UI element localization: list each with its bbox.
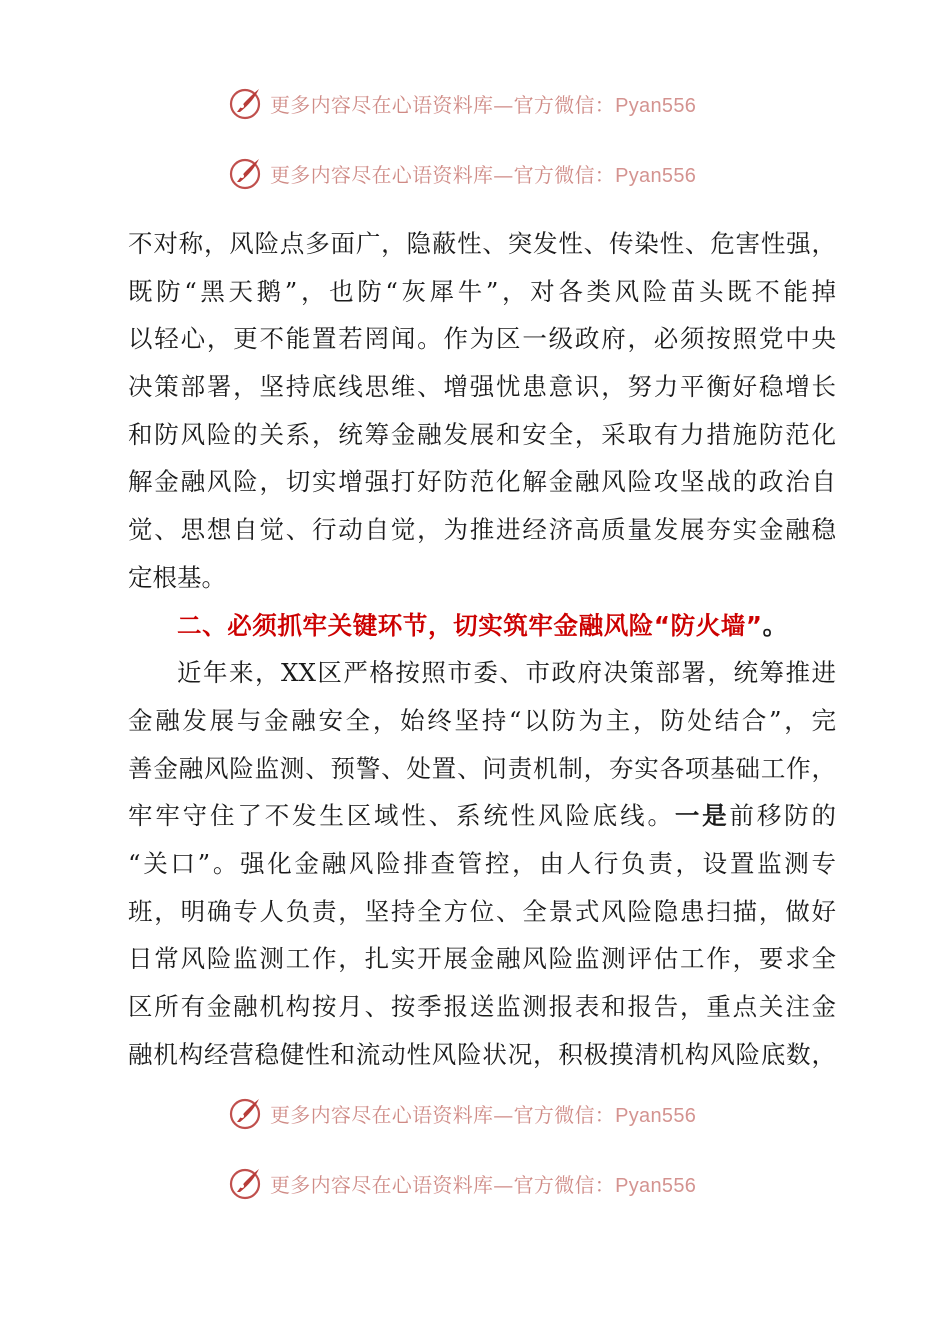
quill-pen-logo-icon (228, 85, 264, 121)
watermark-wechat-id: Pyan556 (615, 94, 697, 117)
watermark-wechat-id: Pyan556 (615, 164, 697, 187)
watermark-wechat-id: Pyan556 (615, 1174, 697, 1197)
paragraph-line: 不对称，风险点多面广，隐蔽性、突发性、传染性、危害性强， (128, 229, 836, 258)
paragraph-line: 班，明确专人负责，坚持全方位、全景式风险隐患扫描，做好 (128, 896, 836, 926)
paragraph-line: 决策部署，坚持底线思维、增强忧患意识，努力平衡好稳增长 (128, 372, 836, 402)
paragraph-line: 日常风险监测工作，扎实开展金融风险监测评估工作，要求全 (128, 944, 836, 974)
paragraph-line: 既防“黑天鹅”，也防“灰犀牛”，对各类风险苗头既不能掉 (128, 276, 836, 306)
paragraph-line: 解金融风险，切实增强打好防范化解金融风险攻坚战的政治自 (128, 467, 836, 497)
quill-pen-logo-icon (228, 1095, 264, 1131)
watermark-text: 更多内容尽在心语资料库—官方微信： (270, 92, 616, 117)
watermark-text: 更多内容尽在心语资料库—官方微信： (270, 1172, 616, 1197)
paragraph-line: 区所有金融机构按月、按季报送监测报表和报告，重点关注金 (128, 992, 836, 1021)
paragraph-line: 和防风险的关系，统筹金融发展和安全，采取有力措施防范化 (128, 419, 836, 449)
watermark-top-2 (228, 153, 696, 193)
paragraph-line: 融机构经营稳健性和流动性风险状况，积极摸清机构风险底数， (128, 1039, 836, 1069)
section-heading-period: 。 (762, 610, 788, 640)
paragraph-line: 定根基。 (128, 562, 226, 592)
watermark-wechat-id: Pyan556 (615, 1104, 697, 1127)
paragraph-text: 牢牢守住了不发生区域性、系统性风险底线。 (128, 801, 675, 831)
quill-pen-logo-icon (228, 1165, 264, 1201)
paragraph-line (128, 792, 836, 840)
emphasis-first-point: 一是 (674, 801, 730, 831)
watermark-text: 更多内容尽在心语资料库—官方微信： (270, 162, 616, 187)
paragraph-line: 金融发展与金融安全，始终坚持“以防为主，防处结合”，完 (128, 705, 836, 735)
paragraph-text: 前移防的 (729, 801, 837, 831)
watermark-bottom-2 (228, 1163, 696, 1203)
watermark-text: 更多内容尽在心语资料库—官方微信： (270, 1102, 616, 1127)
paragraph-line: 以轻心，更不能置若罔闻。作为区一级政府，必须按照党中央 (128, 324, 836, 354)
section-heading-text: 二、必须抓牢关键环节，切实筑牢金融风险“防火墙” (177, 610, 763, 640)
paragraph-line: 近年来，XX区严格按照市委、市政府决策部署，统筹推进 (177, 658, 836, 688)
section-heading (128, 602, 836, 650)
paragraph-line: 觉、思想自觉、行动自觉，为推进经济高质量发展夯实金融稳 (128, 515, 836, 545)
watermark-top-1 (228, 83, 696, 123)
paragraph-line: 善金融风险监测、预警、处置、问责机制，夯实各项基础工作， (128, 753, 836, 783)
document-body (128, 220, 836, 1078)
watermark-bottom-1 (228, 1093, 696, 1133)
quill-pen-logo-icon (228, 155, 264, 191)
paragraph-line: “关口”。强化金融风险排查管控，由人行负责，设置监测专 (128, 848, 836, 878)
